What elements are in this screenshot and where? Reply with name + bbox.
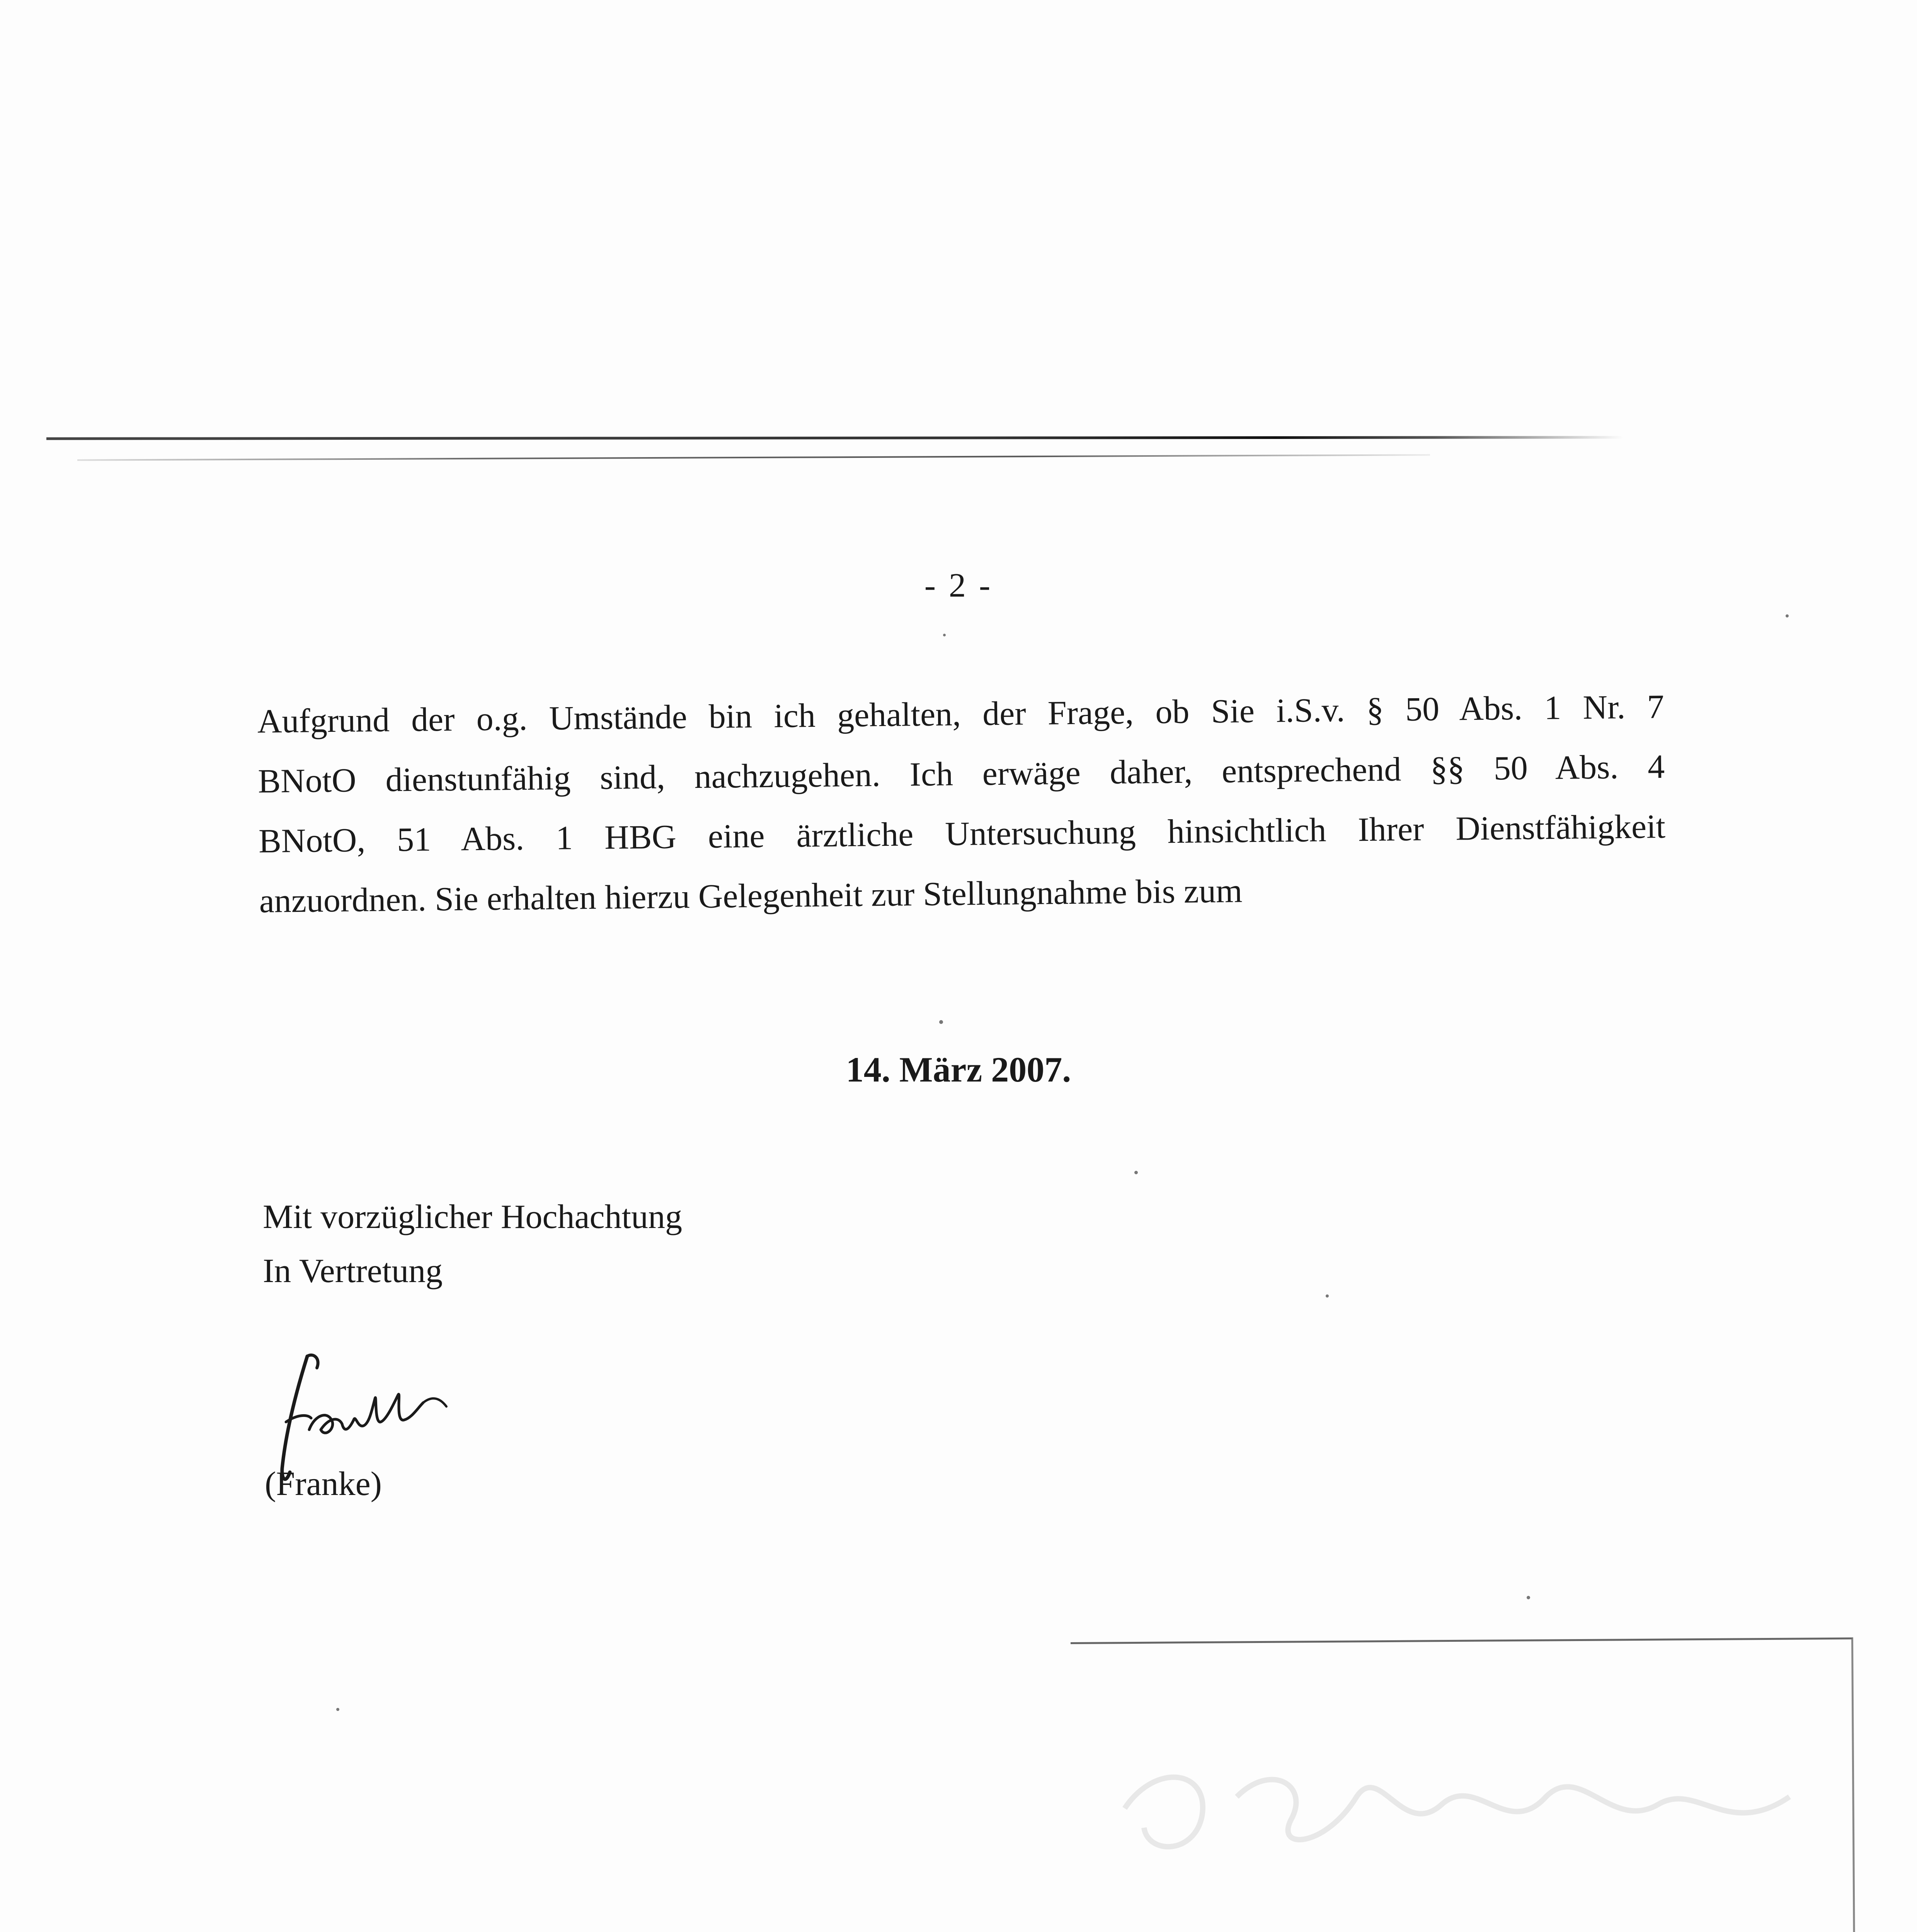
body-paragraph [257, 677, 1666, 931]
scan-rule-lower [77, 454, 1430, 461]
body-line-2: BNotO dienstunfähig sind, nachzugehen. Ich erwäge daher, entsprechend §§ 50 Abs. 4 [257, 748, 1665, 800]
scan-speck [1527, 1596, 1530, 1599]
page-number: - 2 - [924, 567, 993, 604]
bleed-through-handwriting [1109, 1739, 1824, 1932]
scan-speck [1326, 1294, 1329, 1298]
scan-speck [1786, 614, 1789, 617]
scan-rule-upper [46, 436, 1623, 440]
closing-salutation: Mit vorzüglicher Hochachtung [263, 1198, 683, 1236]
body-line-4: anzuordnen. Sie erhalten hierzu Gelegenheit zur Stellungnahme bis zum [259, 872, 1243, 920]
scan-speck [1134, 1171, 1138, 1174]
scan-speck [939, 1020, 943, 1024]
scan-speck [943, 634, 946, 636]
scan-speck [336, 1708, 339, 1711]
deadline-date: 14. März 2007. [846, 1050, 1071, 1089]
closing-block [263, 1190, 682, 1298]
body-line-1: Aufgrund der o.g. Umstände bin ich gehalten, der Frage, ob Sie i.S.v. § 50 Abs. 1 Nr. 7 [257, 688, 1665, 740]
closing-capacity: In Vertretung [263, 1252, 443, 1290]
signer-name: (Franke) [265, 1465, 382, 1503]
body-line-3: BNotO, 51 Abs. 1 HBG eine ärztliche Untersuchung hinsichtlich Ihrer Dienstfähigkeit [258, 808, 1666, 860]
